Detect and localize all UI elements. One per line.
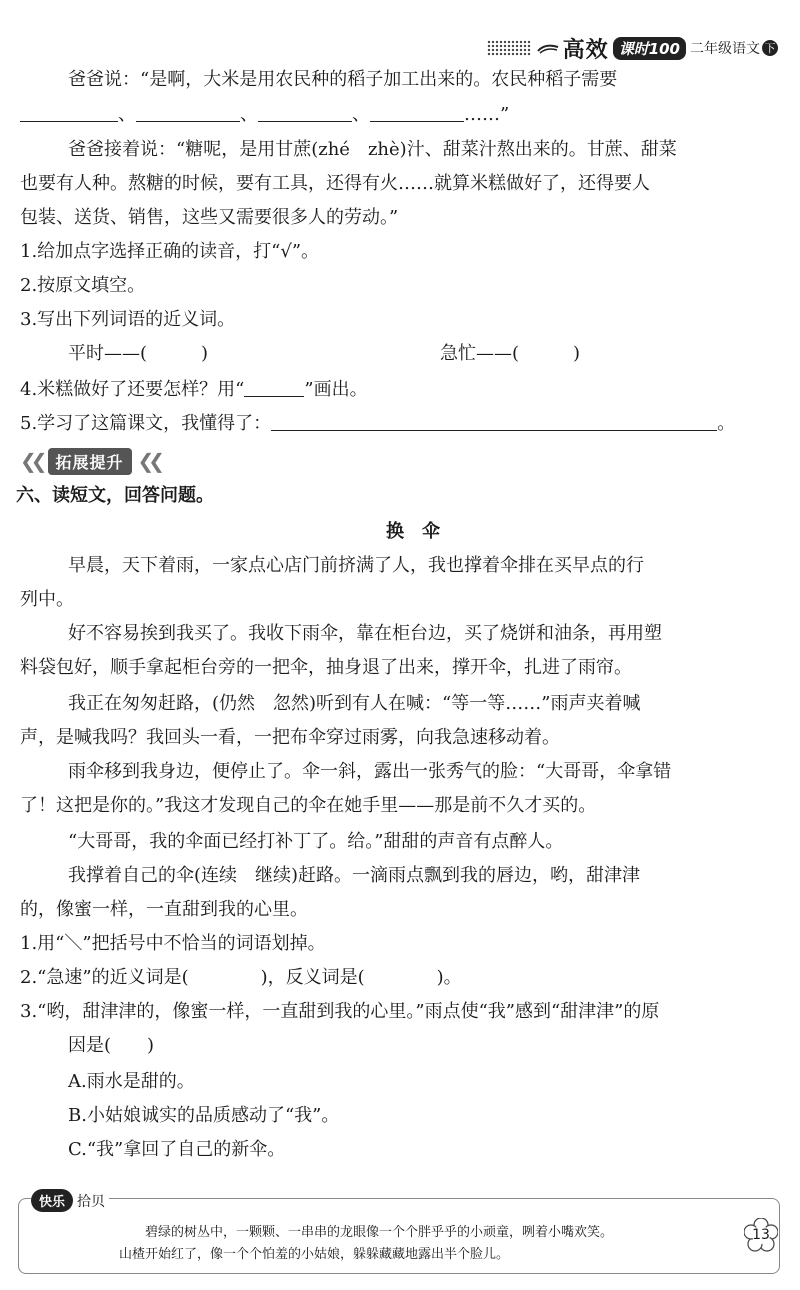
question-2: 2.按原文填空。 <box>20 275 146 296</box>
brand-pill: 课时100 <box>613 37 686 60</box>
story-p1-line2: 列中。 <box>20 589 74 610</box>
story-p3-line2: 声，是喊我吗？我回头一看，一把布伞穿过雨雾，向我急速移动着。 <box>20 727 560 748</box>
book-swoosh-icon <box>537 41 559 55</box>
footer-badge <box>31 1189 109 1212</box>
question-1: 1.给加点字选择正确的读音，打“√”。 <box>20 241 320 262</box>
chevron-left-icon: ❮❮ <box>137 449 160 473</box>
answer-blank[interactable] <box>258 103 352 122</box>
underline-sample <box>244 378 304 397</box>
footer-line-2: 山楂开始红了，像一个个怕羞的小姑娘，躲躲藏藏地露出半个脸儿。 <box>119 1247 510 1262</box>
option-c[interactable]: C.“我”拿回了自己的新伞。 <box>68 1139 286 1160</box>
chevron-left-icon: ❮❮ <box>20 449 42 473</box>
fill-blank-line: 、 、 、 ……” <box>20 103 509 127</box>
footer-badge-text: 拾贝 <box>77 1193 106 1210</box>
banner-label: 拓展提升 <box>48 448 132 475</box>
footer-line-1: 碧绿的树丛中，一颗颗、一串串的龙眼像一个个胖乎乎的小顽童，咧着小嘴欢笑。 <box>145 1225 614 1240</box>
option-b[interactable]: B.小姑娘诚实的品质感动了“我”。 <box>68 1105 340 1126</box>
story-p1-line1: 早晨，天下着雨，一家点心店门前挤满了人，我也撑着伞排在买早点的行 <box>68 555 644 576</box>
story-title: 换 伞 <box>386 521 440 542</box>
story-p2-line1: 好不容易挨到我买了。我收下雨伞，靠在柜台边，买了烧饼和油条，再用塑 <box>68 623 662 644</box>
story-p4-line1: 雨伞移到我身边，便停止了。伞一斜，露出一张秀气的脸：“大哥哥，伞拿错 <box>68 761 672 782</box>
story-p6-line2: 的，像蜜一样，一直甜到我的心里。 <box>20 899 308 920</box>
answer-blank[interactable] <box>136 103 240 122</box>
story-p2-line2: 料袋包好，顺手拿起柜台旁的一把伞，抽身退了出来，撑开伞，扎进了雨帘。 <box>20 657 632 678</box>
answer-blank[interactable] <box>271 412 717 431</box>
synonym-ji-mang[interactable]: 急忙——( ) <box>440 343 581 364</box>
footer-box <box>18 1193 780 1274</box>
answer-blank[interactable] <box>20 103 118 122</box>
question-5: 5.学习了这篇课文，我懂得了： 。 <box>20 413 736 434</box>
s6-question-2[interactable]: 2.“急速”的近义词是( )，反义词是( )。 <box>20 967 462 988</box>
s6-question-3-line2[interactable]: 因是( ) <box>68 1035 155 1056</box>
story-p5: “大哥哥，我的伞面已经打补丁了。给。”甜甜的声音有点醉人。 <box>68 831 564 852</box>
passage-line-5: 包装、送货、销售，这些又需要很多人的劳动。” <box>20 207 399 228</box>
s6-question-3-line1: 3.“哟，甜津津的，像蜜一样，一直甜到我的心里。”雨点使“我”感到“甜津津”的原 <box>20 1001 660 1022</box>
passage-line-3: 爸爸接着说：“糖呢，是用甘蔗(zhé zhè)汁、甜菜汁熬出来的。甘蔗、甜菜 <box>68 139 677 160</box>
page-header <box>487 34 778 62</box>
s6-question-1: 1.用“＼”把括号中不恰当的词语划掉。 <box>20 933 326 954</box>
volume-badge: 下 <box>762 40 778 56</box>
page-number-flower <box>744 1218 778 1252</box>
passage-line-4: 也要有人种。熬糖的时候，要有工具，还得有火……就算米糕做好了，还得要人 <box>20 173 650 194</box>
question-3: 3.写出下列词语的近义词。 <box>20 309 236 330</box>
option-a[interactable]: A.雨水是甜的。 <box>68 1071 195 1092</box>
section-heading: 六、读短文，回答问题。 <box>16 485 214 506</box>
passage-line-1: 爸爸说：“是啊，大米是用农民种的稻子加工出来的。农民种稻子需要 <box>68 69 618 90</box>
story-p6-line1: 我撑着自己的伞(连续 继续)赶路。一滴雨点飘到我的唇边，哟，甜津津 <box>68 865 641 886</box>
page-number: 13 <box>752 1227 770 1243</box>
question-4: 4.米糕做好了还要怎样？用“ ”画出。 <box>20 379 368 400</box>
answer-blank[interactable] <box>370 103 464 122</box>
brand-title: 高效 <box>562 37 609 63</box>
grade-label: 二年级语文 <box>690 41 760 57</box>
section-banner <box>20 448 159 474</box>
story-p4-line2: 了！这把是你的。”我这才发现自己的伞在她手里——那是前不久才买的。 <box>20 795 597 816</box>
synonym-ping-shi[interactable]: 平时——( ) <box>68 343 209 364</box>
footer-badge-oval: 快乐 <box>31 1189 73 1212</box>
story-p3-line1: 我正在匆匆赶路，(仍然 忽然)听到有人在喊：“等一等……”雨声夹着喊 <box>68 693 641 714</box>
dot-pattern-decoration <box>487 40 531 56</box>
